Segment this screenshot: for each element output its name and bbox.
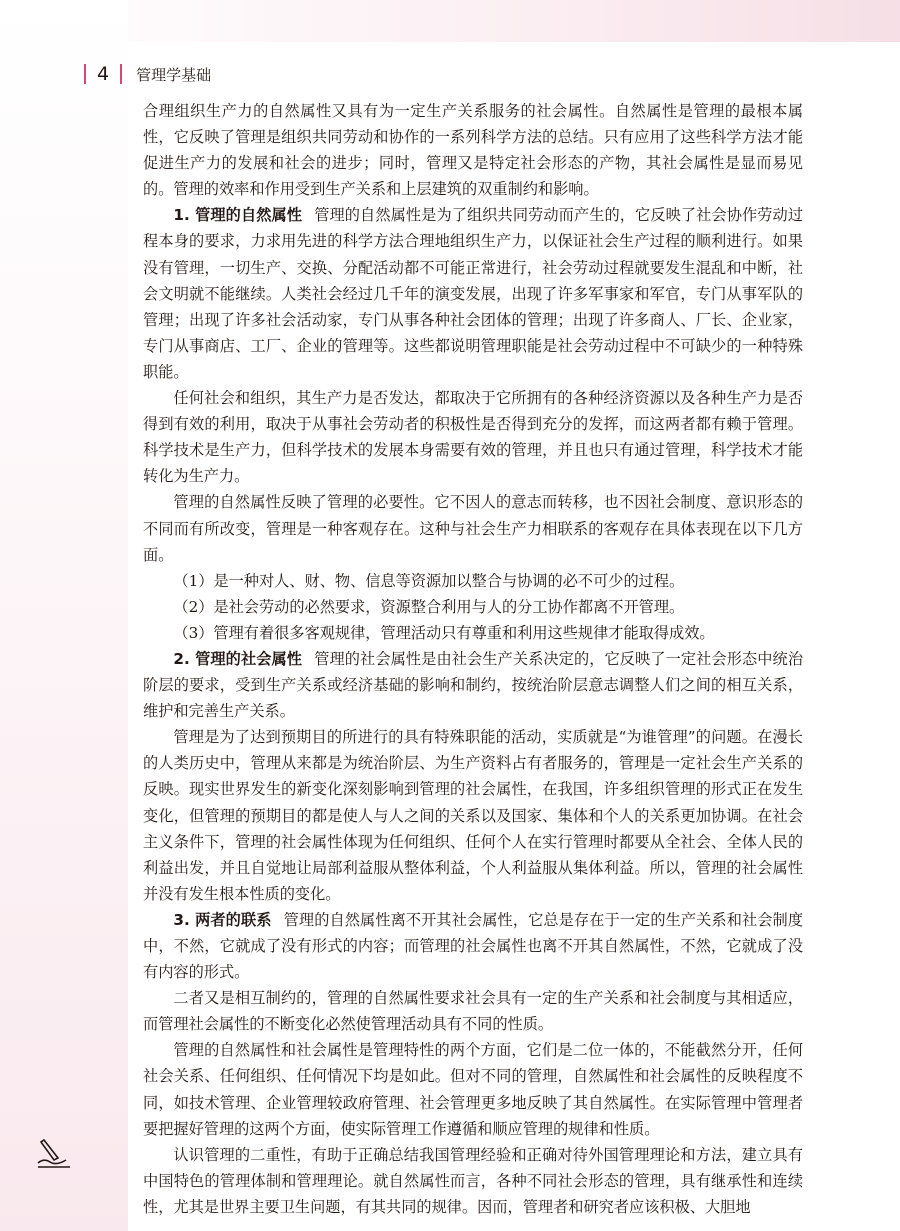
paragraph-text: 管理的自然属性和社会属性是管理特性的两个方面，它们是二位一体的，不能截然分开，任何社会关系、任何组织、任何情况下均是如此。但对不同的管理，自然属性和社会属性的反映程度不同，如技术管理、企业管理较政府管理、社会管理更多地反映了其自然属性。在实际管理中管理者要把握好管理的这两个方面，使实际管理工作遵循和顺应管理的规律和性质。 <box>143 1041 803 1138</box>
paragraph-text: 认识管理的二重性，有助于正确总结我国管理经验和正确对待外国管理理论和方法，建立具有中国特色的管理体制和管理理论。就自然属性而言，各种不同社会形态的管理，具有继承性和连续性，尤其是世界主要卫生问题，有其共同的规律。因而，管理者和研究者应该积极、大胆地 <box>143 1145 803 1216</box>
body-text <box>143 98 803 1220</box>
paragraph-text: 管理的自然属性反映了管理的必要性。它不因人的意志而转移，也不因社会制度、意识形态的不同而有所改变，管理是一种客观存在。这种与社会生产力相联系的客观存在具体表现在以下几方面。 <box>143 493 803 564</box>
paragraph-text: 二者又是相互制约的，管理的自然属性要求社会具有一定的生产关系和社会制度与其相适应，而管理社会属性的不断变化必然使管理活动具有不同的性质。 <box>143 989 803 1034</box>
paragraph-text: 管理是为了达到预期目的所进行的具有特殊职能的活动，实质就是“为谁管理”的问题。在漫长的人类历史中，管理从来都是为统治阶层、为生产资料占有者服务的，管理是一定社会生产关系的反映。现实世界发生的新变化深刻影响到管理的社会属性，在我国，许多组织管理的形式正在发生变化，但管理的预期目的都是使人与人之间的关系以及国家、集体和个人的关系更加协调。在社会主义条件下，管理的社会属性体现为任何组织、任何个人在实行管理时都要从全社会、全体人民的利益出发，并且自觉地让局部利益服从整体利益，个人利益服从集体利益。所以，管理的社会属性并没有发生根本性质的变化。 <box>143 728 803 903</box>
page-number: 4 <box>97 63 110 85</box>
running-header <box>84 60 211 88</box>
paragraph <box>143 646 803 724</box>
section-heading: 2. 管理的社会属性 <box>173 649 303 668</box>
list-item <box>143 620 803 646</box>
section-heading: 1. 管理的自然属性 <box>173 206 303 225</box>
paragraph-text: （1）是一种对人、财、物、信息等资源加以整合与协调的必不可少的过程。 <box>173 571 685 590</box>
pen-note-icon <box>36 1136 76 1170</box>
list-item <box>143 594 803 620</box>
book-title: 管理学基础 <box>136 65 212 84</box>
paragraph <box>143 1142 803 1220</box>
paragraph <box>143 202 803 385</box>
top-decoration <box>0 0 900 42</box>
list-item <box>143 568 803 594</box>
paragraph-text: 管理的自然属性离不开其社会属性，它总是存在于一定的生产关系和社会制度中，不然，它就成了没有形式的内容；而管理的社会属性也离不开其自然属性，不然，它就成了没有内容的形式。 <box>143 910 804 982</box>
paragraph <box>143 1037 803 1141</box>
paragraph-text: （3）管理有着很多客观规律，管理活动只有尊重和利用这些规律才能取得成效。 <box>173 623 715 642</box>
paragraph <box>143 985 803 1037</box>
paragraph <box>143 385 803 489</box>
header-bar-left <box>84 64 86 84</box>
paragraph-text: 任何社会和组织，其生产力是否发达，都取决于它所拥有的各种经济资源以及各种生产力是否得到有效的利用，取决于从事社会劳动者的积极性是否得到充分的发挥，而这两者都有赖于管理。科学技术是生产力，但科学技术的发展本身需要有效的管理，并且也只有通过管理，科学技术才能转化为生产力。 <box>143 389 803 486</box>
paragraph-text: 管理的社会属性是由社会生产关系决定的，它反映了一定社会形态中统治阶层的要求，受到生产关系或经济基础的影响和制约，按统治阶层意志调整人们之间的相互关系，维护和完善生产关系。 <box>143 649 804 721</box>
paragraph <box>143 724 803 907</box>
header-bar-right <box>120 64 122 84</box>
section-heading: 3. 两者的联系 <box>173 910 272 929</box>
paragraph-text: 合理组织生产力的自然属性又具有为一定生产关系服务的社会属性。自然属性是管理的最根本属性，它反映了管理是组织共同劳动和协作的一系列科学方法的总结。只有应用了这些科学方法才能促进生产力的发展和社会的进步；同时，管理又是特定社会形态的产物，其社会属性是显而易见的。管理的效率和作用受到生产关系和上层建筑的双重制约和影响。 <box>143 102 803 199</box>
paragraph <box>143 98 803 202</box>
paragraph <box>143 907 803 985</box>
paragraph-text: （2）是社会劳动的必然要求，资源整合利用与人的分工协作都离不开管理。 <box>173 597 685 616</box>
left-margin-band <box>0 0 128 1231</box>
paragraph-text: 管理的自然属性是为了组织共同劳动而产生的，它反映了社会协作劳动过程本身的要求，力求用先进的科学方法合理地组织生产力，以保证社会生产过程的顺利进行。如果没有管理，一切生产、交换、分配活动都不可能正常进行，社会劳动过程就要发生混乱和中断，社会文明就不能继续。人类社会经过几千年的演变发展，出现了许多军事家和军官，专门从事军队的管理；出现了许多社会活动家，专门从事各种社会团体的管理；出现了许多商人、厂长、企业家，专门从事商店、工厂、企业的管理等。这些都说明管理职能是社会劳动过程中不可缺少的一种特殊职能。 <box>143 206 804 381</box>
paragraph <box>143 489 803 567</box>
